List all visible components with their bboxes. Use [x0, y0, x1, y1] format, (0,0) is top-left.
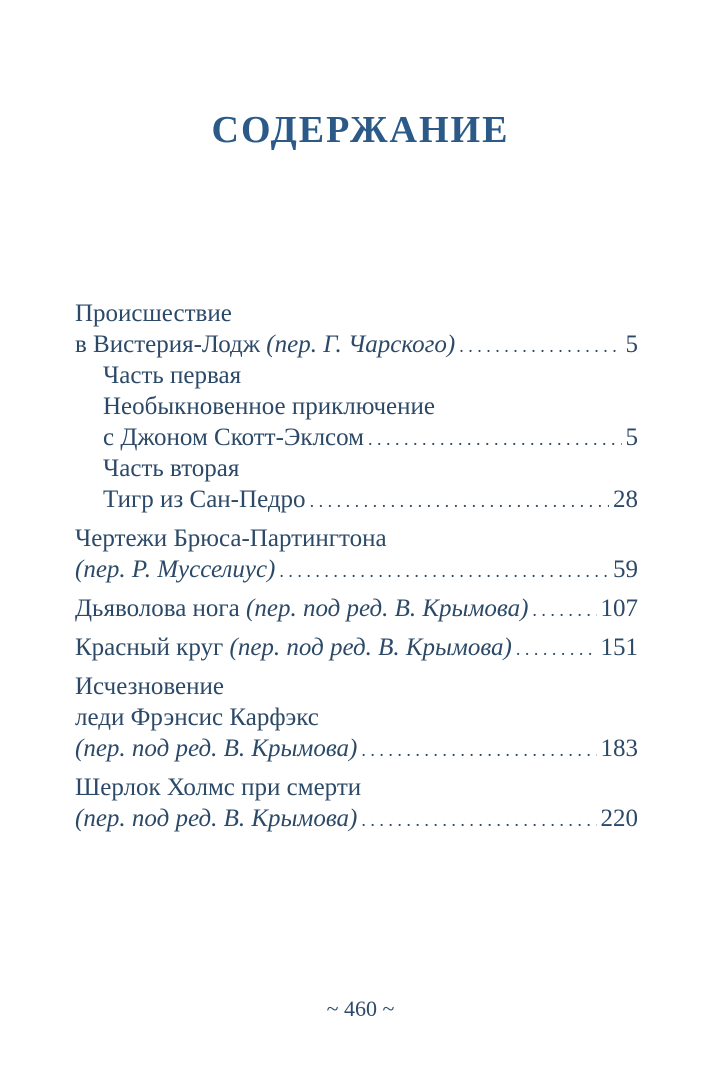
page-title: СОДЕРЖАНИЕ — [211, 109, 510, 151]
dot-leader — [361, 805, 596, 834]
page-number: ~ 460 ~ — [326, 996, 395, 1021]
toc-translator: (пер. под ред. В. Крымова) — [229, 634, 512, 661]
toc-entry[interactable] — [75, 733, 638, 764]
toc-subpart-label: Часть первая — [103, 362, 242, 389]
toc-translator: (пер. под ред. В. Крымова) — [246, 595, 529, 622]
dot-leader — [368, 424, 622, 453]
toc-entry[interactable] — [75, 329, 638, 360]
toc-translator: (пер. под ред. В. Крымова) — [75, 735, 358, 762]
toc-entry[interactable] — [75, 632, 638, 663]
toc-subentry-title: Тигр из Сан-Педро — [103, 486, 306, 513]
table-of-contents — [75, 298, 638, 834]
dot-leader — [459, 331, 621, 360]
toc-entry-title: Чертежи Брюса-Партингтона — [75, 525, 387, 552]
toc-subentry[interactable] — [75, 484, 638, 515]
toc-entry[interactable] — [75, 554, 638, 585]
toc-subentry-title: Необыкновенное приключение — [103, 393, 435, 420]
toc-entry-title: леди Фрэнсис Карфэкс — [75, 704, 319, 731]
toc-entry-title: Происшествие — [75, 300, 232, 327]
toc-subpart-label: Часть вторая — [103, 455, 240, 482]
toc-entry-title: Дьяволова нога (пер. под ред. В. Крымова) — [75, 595, 529, 622]
toc-subentry-title: с Джоном Скотт-Эклсом — [103, 424, 364, 451]
toc-entry[interactable] — [75, 803, 638, 834]
toc-translator: (пер. Р. Мусселиус) — [75, 556, 276, 583]
toc-page-number: 183 — [600, 735, 638, 762]
dot-leader — [361, 735, 596, 764]
dot-leader — [516, 634, 597, 663]
toc-entry-title: Красный круг (пер. под ред. В. Крымова) — [75, 634, 512, 661]
toc-page-number: 28 — [613, 486, 638, 513]
toc-page-number: 220 — [600, 805, 638, 832]
toc-entry-title: Исчезновение — [75, 673, 224, 700]
dot-leader — [279, 556, 609, 585]
toc-page-number: 107 — [600, 595, 638, 622]
toc-page-number: 5 — [625, 424, 638, 451]
toc-page-number: 151 — [600, 634, 638, 661]
toc-page-number: 5 — [625, 331, 638, 358]
dot-leader — [310, 486, 609, 515]
toc-entry[interactable] — [75, 593, 638, 624]
dot-leader — [532, 595, 596, 624]
toc-translator: (пер. под ред. В. Крымова) — [75, 805, 358, 832]
toc-translator: (пер. Г. Чарского) — [266, 331, 456, 358]
toc-entry-title: в Вистерия-Лодж (пер. Г. Чарского) — [75, 331, 456, 358]
toc-subentry[interactable] — [75, 422, 638, 453]
toc-page-number: 59 — [613, 556, 638, 583]
toc-entry-title: Шерлок Холмс при смерти — [75, 774, 362, 801]
